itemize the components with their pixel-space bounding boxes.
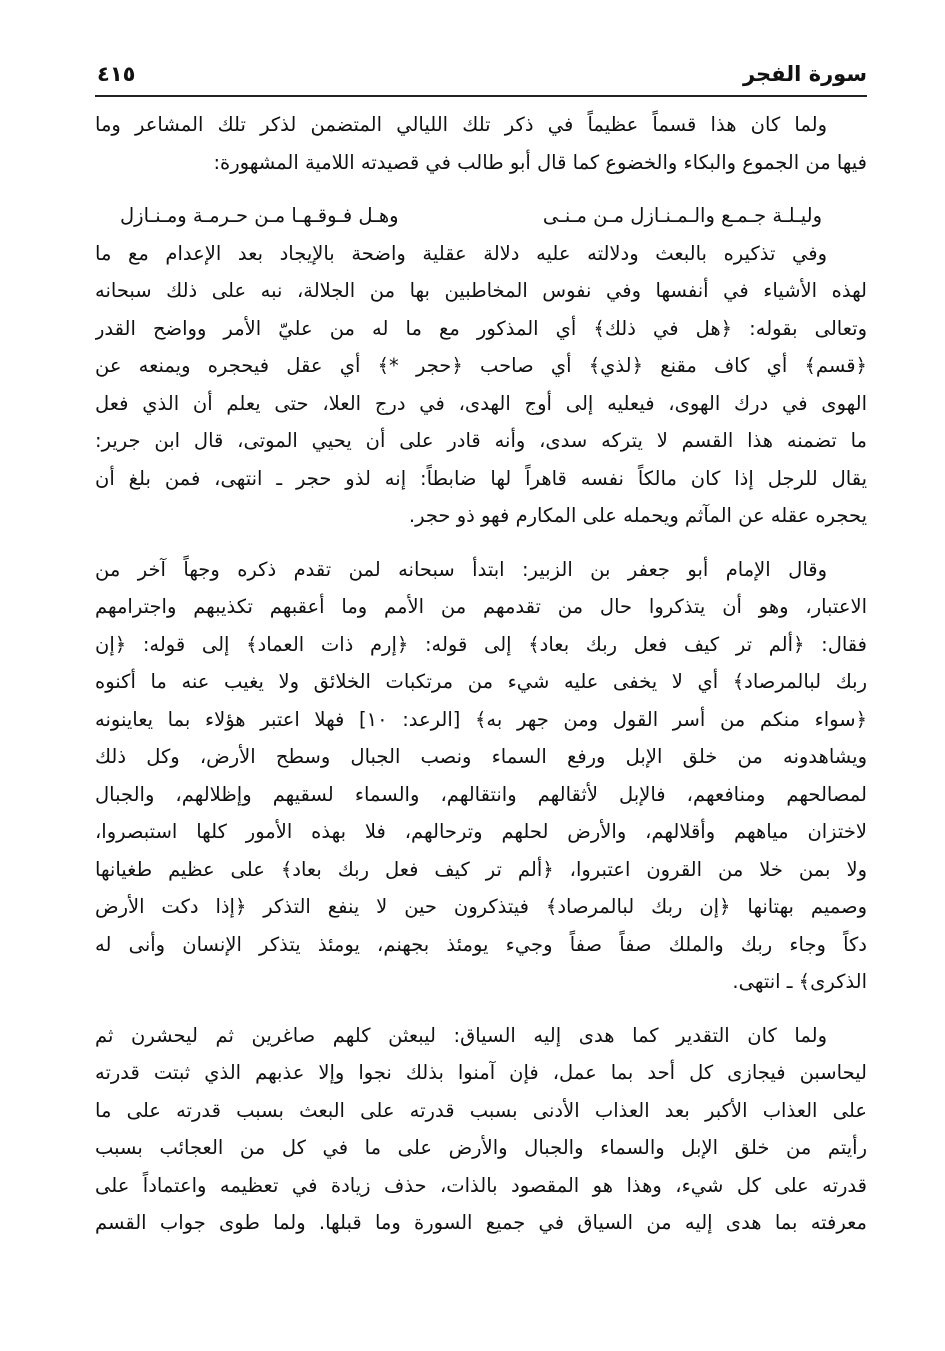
text-line: رأيتم من خلق الإبل والسماء والجبال والأرض على ما في كل من العجائب بسبب xyxy=(95,1136,867,1159)
text-line: ولما كان هذا قسماً عظيماً في ذكر تلك الليالي المتضمن لذكر تلك المشاعر وما xyxy=(95,113,827,136)
text-line: لاختزان مياههم وأقلالهم، والأرض لحلهم وترحالهم، فلا بهذه الأمور كلها استبصروا، xyxy=(95,820,867,843)
text-line: الاعتبار، وهو أن يتذكروا حال من تقدمهم من الأمم وما أعقبهم تكذيبهم واجترامهم xyxy=(95,595,867,618)
paragraph-gap xyxy=(95,535,867,551)
text-line: قدرته على كل شيء، وهذا هو المقصود بالذات، حذف زيادة في تعظيمه واعتماداً على xyxy=(95,1173,867,1197)
text-line: الهوى في درك الهوى، فيعليه إلى أوج الهدى، في درج العلا، حتى يعلم أن الذي فعل xyxy=(95,391,867,415)
text-line: لهذه الأشياء في أنفسها وفي نفوس المخاطبين بها من الجلالة، نبه على ذلك سبحانه xyxy=(95,279,867,302)
text-line: وتعالى بقوله: ﴿هل في ذلك﴾ أي المذكور مع ما له من عليّ الأمر وواضح القدر xyxy=(95,316,867,340)
text-line: على العذاب الأكبر بعد العذاب الأدنى بسبب قدرته على البعث بسبب قدرته على ما xyxy=(95,1098,867,1122)
text-line: يقال للرجل إذا كان مالكاً نفسه قاهراً لها ضابطاً: إنه لذو حجر ـ انتهى، فمن بلغ أن xyxy=(95,466,867,490)
page-body xyxy=(95,106,867,1242)
text-line: ليحاسبن فيجازى كل أحد بما عمل، فإن آمنوا بذلك نجوا وإلا عذبهم الذي ثبتت قدرته xyxy=(95,1061,867,1084)
text-line: وفي تذكيره بالبعث ودلالته عليه دلالة عقلية واضحة بالإيجاد بعد الإعدام مع ما xyxy=(95,241,827,265)
paragraph-gap xyxy=(95,1001,867,1017)
poem-hemistich-first: وليـلـة جـمـع والـمـنـازل مـن مـنـى xyxy=(542,204,822,227)
text-line: يحجره عقله عن المآثم ويحمله على المكارم فهو ذو حجر. xyxy=(408,504,867,527)
poem-verse xyxy=(95,197,867,235)
text-line: ولما كان التقدير كما هدى إليه السياق: ليبعثن كلهم صاغرين ثم ليحشرن ثم xyxy=(95,1023,827,1047)
text-line: معرفته بما هدى إليه من السياق في جميع السورة وما قبلها. ولما طوى جواب القسم xyxy=(95,1211,867,1234)
text-line: ولا بمن خلا من القرون اعتبروا، ﴿ألم تر كيف فعل ربك بعاد﴾ على عظيم طغيانها xyxy=(95,857,867,881)
text-line: ربك لبالمرصاد﴾ أي لا يخفى عليه شيء من مرتكبات الخلائق ولا يغيب عنه ما أكنوه xyxy=(95,670,867,693)
text-line: وقال الإمام أبو جعفر بن الزبير: ابتدأ سبحانه لمن تقدم ذكره وجهاً آخر من xyxy=(95,557,827,581)
text-line: لمصالحهم ومنافعهم، فالإبل لأثقالهم وانتقالهم، والسماء لسقيهم وإظلالهم، والجبال xyxy=(95,782,867,806)
text-line: فيها من الجموع والبكاء والخضوع كما قال أبو طالب في قصيدته اللامية المشهورة: xyxy=(213,150,867,174)
text-line: ويشاهدونه من خلق الإبل ورفع السماء ونصب الجبال وسطح الأرض، وكل ذلك xyxy=(95,745,867,768)
page-number: ٤١٥ xyxy=(97,62,136,86)
text-line: ما تضمنه هذا القسم لا يتركه سدى، وأنه قادر على أن يحيي الموتى، قال ابن جرير: xyxy=(95,429,867,452)
header-divider xyxy=(95,95,867,97)
text-line: دكاً وجاء ربك والملك صفاً صفاً وجيء يومئذ بجهنم، يومئذ يتذكر الإنسان وأنى له xyxy=(95,932,867,956)
text-line: فقال: ﴿ألم تر كيف فعل ربك بعاد﴾ إلى قوله: ﴿إرم ذات العماد﴾ إلى قوله: ﴿إن xyxy=(95,632,867,656)
page-header xyxy=(95,60,867,96)
text-line: وصميم بهتانها ﴿إن ربك لبالمرصاد﴾ فيتذكرون حين لا ينفع التذكر ﴿إذا دكت الأرض xyxy=(95,895,867,918)
text-line: ﴿سواء منكم من أسر القول ومن جهر به﴾ [الرعد: ١٠] فهلا اعتبر هؤلاء بما يعاينونه xyxy=(95,707,867,731)
surah-title: سورة الفجر xyxy=(742,62,867,86)
poem-hemistich-second: وهـل فـوقـهـا مـن حـرمـة ومـنـازل xyxy=(120,204,399,227)
text-line: ﴿قسم﴾ أي كاف مقنع ﴿لذي﴾ أي صاحب ﴿حجر *﴾ أي عقل فيحجره ويمنعه عن xyxy=(95,354,867,377)
text-line: الذكرى﴾ ـ انتهى. xyxy=(732,970,867,993)
